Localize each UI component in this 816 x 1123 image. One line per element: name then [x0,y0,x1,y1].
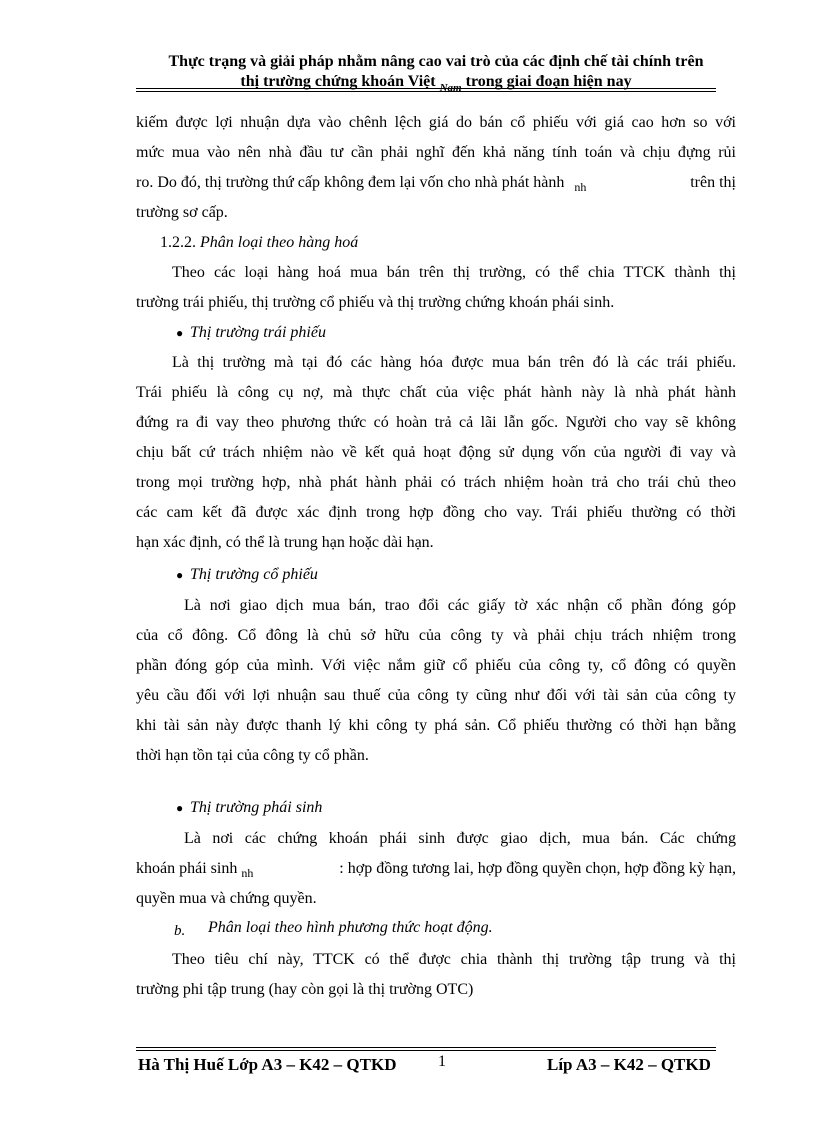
body-line: trong mọi trường hợp, nhà phát hành phải có trách nhiệm hoàn trả cho trái chủ theo [136,474,736,491]
page-number: 1 [438,1053,446,1070]
body-line: yêu cầu đối với lợi nhuận sau thuế của công ty cũng như đối với tài sản của công ty [136,687,736,704]
body-text: : hợp đồng tương lai, hợp đồng quyền chọn, hợp đồng kỳ hạn, [339,860,736,877]
body-small-text: nh [241,866,254,880]
bullet-icon: ● [176,326,184,340]
body-line: quyền mua và chứng quyền. [136,890,317,907]
body-line: kiếm được lợi nhuận dựa vào chênh lệch giá do bán cổ phiếu với giá cao hơn so với [136,114,736,131]
body-line: chịu bất cứ trách nhiệm nào về kết quả hoạt động sử dụng vốn của người đi vay và [136,444,736,461]
body-text: trên thị [690,174,736,191]
body-line: các cam kết đã được xác định trong hợp đồng cho vay. Trái phiếu thường có thời [136,504,736,521]
body-line: Là nơi giao dịch mua bán, trao đổi các giấy tờ xác nhận cổ phần đóng góp [184,597,736,614]
body-text: ro. Do đó, thị trường thứ cấp không đem lại vốn cho nhà phát hành [136,174,565,191]
body-line: mức mua vào nên nhà đầu tư cần phải nghĩ đến khả năng tính toán và chịu đựng rủi [136,144,736,161]
body-line: trường sơ cấp. [136,204,228,221]
header-title-line2-c: trong giai đoạn hiện nay [465,73,632,90]
header-title-line1: Thực trạng và giải pháp nhằm nâng cao vai trò của các định chế tài chính trên [168,53,704,70]
section-title: Phân loại theo hàng hoá [200,234,359,251]
header-rule-1 [136,88,716,89]
bullet-title: Thị trường trái phiếu [190,324,326,341]
body-line: trường phi tập trung (hay còn gọi là thị trường OTC) [136,981,474,998]
body-line: Theo tiêu chí này, TTCK có thể được chia thành thị trường tập trung và thị [172,951,736,968]
body-line: Là nơi các chứng khoán phái sinh được giao dịch, mua bán. Các chứng [184,830,736,847]
body-line: đứng ra đi vay theo phương thức có hoàn trả cả lãi lẫn gốc. Người cho vay sẽ không [136,414,736,431]
header-title-line2-a: thị trường chứng khoán Việt [240,73,436,90]
header-title-line2-nam: Nam [439,82,462,94]
footer-left: Hà Thị Huế Lớp A3 – K42 – QTKD [138,1055,397,1074]
bullet-title: Thị trường cổ phiếu [190,566,318,583]
body-line: phần đóng góp của mình. Với việc nắm giữ cổ phiếu của công ty, cổ đông có quyền [136,657,736,674]
body-line: Trái phiếu là công cụ nợ, mà thực chất của việc phát hành này là nhà phát hành [136,384,736,401]
header-rule-2 [136,91,716,92]
bullet-icon: ● [176,568,184,582]
body-line: trường trái phiếu, thị trường cổ phiếu và thị trường chứng khoán phái sinh. [136,294,615,311]
body-line [136,859,736,879]
subsection-title: Phân loại theo hình phương thức hoạt động. [208,919,493,936]
body-small-text: nh [574,180,587,194]
footer-rule-1 [136,1047,716,1048]
body-text: khoán phái sinh [136,860,238,877]
bullet-icon: ● [176,801,184,815]
subsection-letter: b. [174,923,186,939]
section-number: 1.2.2. [160,234,196,251]
body-line: Theo các loại hàng hoá mua bán trên thị trường, có thể chia TTCK thành thị [172,264,736,281]
footer-right: Líp A3 – K42 – QTKD [547,1055,711,1074]
body-line: của cổ đông. Cổ đông là chủ sở hữu của công ty và phải chịu trách nhiệm trong [136,627,736,644]
footer-rule-2 [136,1050,716,1051]
body-line: Là thị trường mà tại đó các hàng hóa được mua bán trên đó là các trái phiếu. [172,354,736,371]
section-heading [160,233,358,253]
body-line: thời hạn tồn tại của công ty cổ phần. [136,747,369,764]
header-title-line2 [136,72,736,93]
body-line [136,173,736,193]
bullet-title: Thị trường phái sinh [190,799,323,816]
body-line: khi tài sản này được thanh lý khi công ty phá sản. Cổ phiếu thường có thời hạn bằng [136,717,736,734]
body-line: hạn xác định, có thể là trung hạn hoặc dài hạn. [136,534,434,551]
